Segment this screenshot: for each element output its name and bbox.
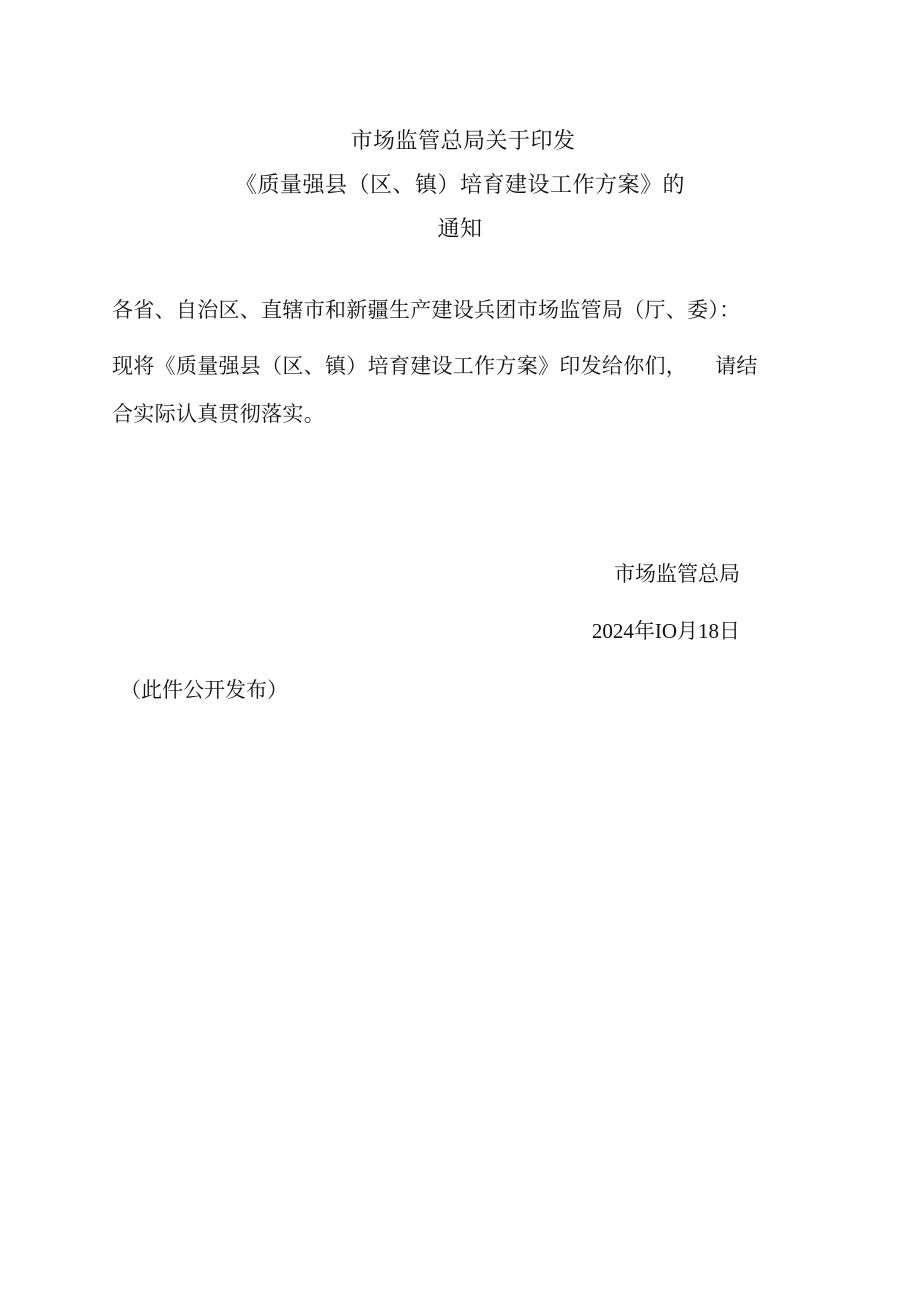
date-month: IO: [654, 619, 677, 643]
date-month-char: 月: [677, 619, 698, 643]
issue-date: [592, 615, 740, 647]
issuer-signature: 市场监管总局: [614, 562, 740, 586]
body-line-1-main: 现将《质量强县（区、镇）培育建设工作方案》印发给你们，: [112, 354, 688, 378]
date-year-char: 年: [633, 619, 655, 643]
title-line-3: 通知: [437, 217, 483, 242]
body-line-1: [112, 342, 812, 390]
title-line-2: 《质量强县（区、镇）培育建设工作方案》的: [234, 173, 685, 198]
title-line-1: 市场监管总局关于印发: [350, 129, 576, 154]
body-paragraph: [112, 342, 812, 438]
document-title: [0, 120, 920, 252]
date-day-char: 日: [719, 619, 740, 643]
date-year: 2024: [591, 619, 634, 643]
body-line-1-end: 请结: [715, 354, 758, 378]
date-day: 18: [698, 619, 719, 643]
disclosure-note: （此件公开发布）: [120, 678, 288, 702]
body-line-2: 合实际认真贯彻落实。: [112, 402, 325, 426]
recipient-line: 各省、自治区、直辖市和新疆生产建设兵团市场监管局（厅、委）：: [112, 298, 741, 322]
